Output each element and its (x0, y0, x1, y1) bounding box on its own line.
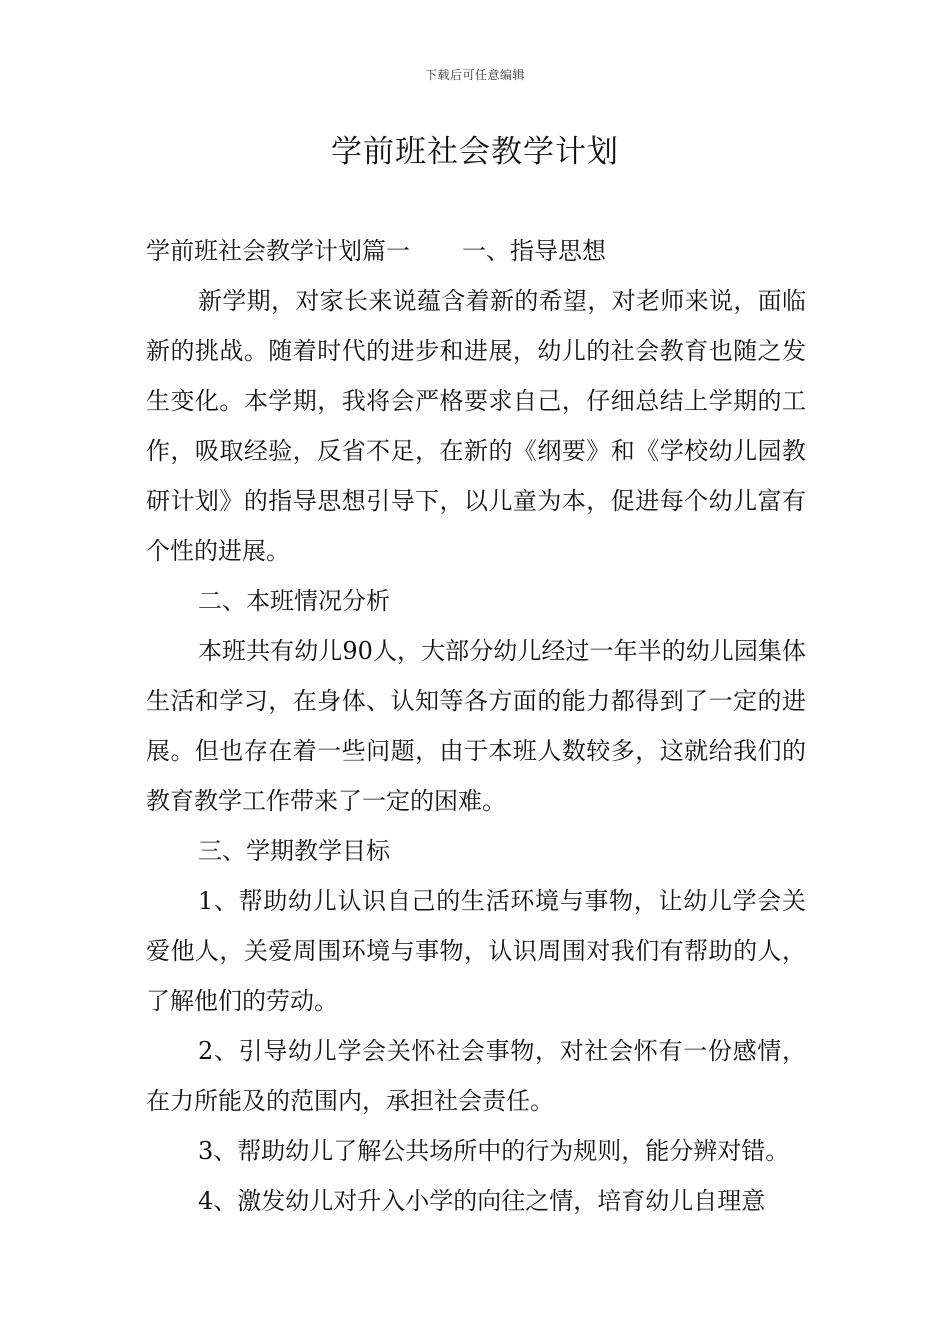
heading-guiding-thought: 一、指导思想 (462, 237, 606, 265)
paragraph-guiding-thought: 新学期，对家长来说蕴含着新的希望，对老师来说，面临新的挑战。随着时代的进步和进展，幼儿的社会教育也随之发生变化。本学期，我将会严格要求自己，仔细总结上学期的工作，吸取经验，反省不足，在新的《纲要》和《学校幼儿园教研计划》的指导思想引导下，以儿童为本，促进每个幼儿富有个性的进展。 (146, 287, 806, 565)
document-body (146, 226, 806, 1226)
goal-item-1: 1、帮助幼儿认识自己的生活环境与事物，让幼儿学会关爱他人，关爱周围环境与事物，认识周围对我们有帮助的人，了解他们的劳动。 (146, 887, 806, 1015)
header-note: 下载后可任意编辑 (424, 68, 525, 82)
heading-class-analysis: 二、本班情况分析 (198, 587, 390, 615)
goal-item-3: 3、帮助幼儿了解公共场所中的行为规则，能分辨对错。 (198, 1137, 790, 1165)
heading-teaching-goals: 三、学期教学目标 (198, 837, 390, 865)
goal-item-4: 4、激发幼儿对升入小学的向往之情，培育幼儿自理意 (198, 1187, 766, 1215)
section-title: 学前班社会教学计划篇一 (146, 237, 410, 265)
paragraph-class-analysis: 本班共有幼儿90人，大部分幼儿经过一年半的幼儿园集体生活和学习，在身体、认知等各方面的能力都得到了一定的进展。但也存在着一些问题，由于本班人数较多，这就给我们的教育教学工作带来了一定的困难。 (146, 637, 806, 815)
section-heading-line (146, 226, 806, 276)
document-title: 学前班社会教学计划 (331, 134, 619, 170)
goal-item-2: 2、引导幼儿学会关怀社会事物，对社会怀有一份感情，在力所能及的范围内，承担社会责任。 (146, 1037, 806, 1115)
